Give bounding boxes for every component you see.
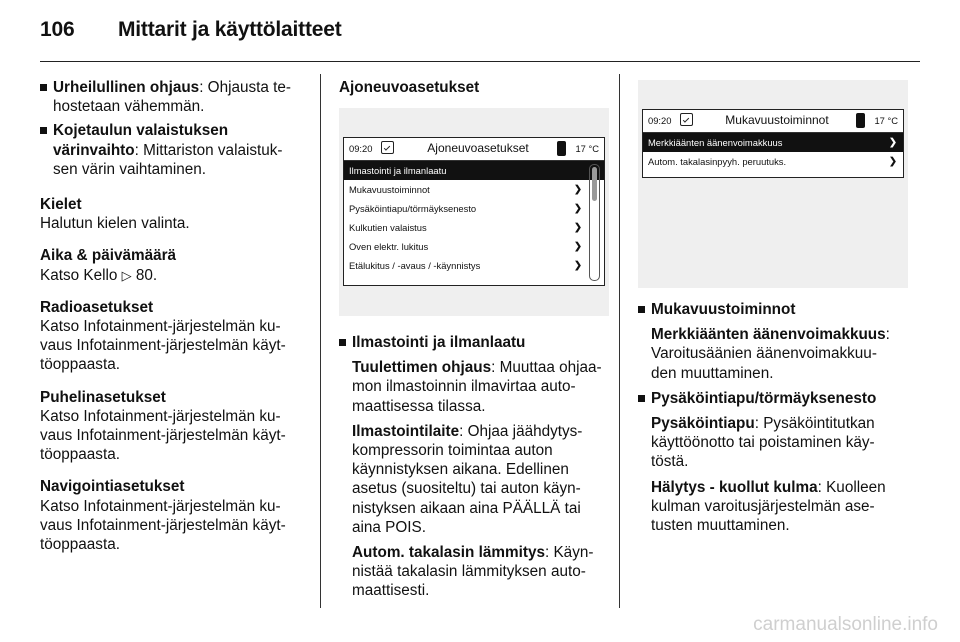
display-scrollbar[interactable] — [589, 164, 600, 281]
header-rule — [40, 61, 920, 62]
chevron-right-icon: ❯ — [889, 137, 897, 148]
section-text: Katso Infotainment-järjestelmän ku- vaus Infotainment-järjestelmän käyt- töoppaasta. — [40, 407, 286, 464]
menu-item[interactable]: Pysäköintiapu/törmäyksenesto ❯ — [344, 199, 604, 218]
bullet-sport-steering — [40, 78, 308, 116]
sub-item: Ilmastointilaite: Ohjaa jäähdytys- kompressorin toimintaa auton käynnistyksen aikana. Edellinen asetus (suositeltu) tai auton käyn- nistyksen aikaan aina PÄÄLLÄ tai aina POIS. — [352, 422, 583, 536]
display-frame — [642, 109, 904, 178]
sub-item: Hälytys - kuollut kulma: Kuolleen kulman varoitusjärjestelmän ase- tusten muuttaminen. — [651, 478, 886, 535]
display-time: 09:20 — [648, 115, 672, 126]
check-icon — [680, 113, 693, 126]
bullet-term: Urheilullinen ohjaus — [53, 79, 200, 96]
scrollbar-thumb[interactable] — [592, 167, 597, 201]
display-time: 09:20 — [349, 143, 373, 154]
display-title: Mukavuustoiminnot — [725, 113, 829, 127]
section-time-date — [40, 246, 308, 284]
display-header — [344, 138, 604, 161]
column-divider-2 — [619, 74, 620, 608]
section-title: Navigointiasetukset — [40, 478, 185, 496]
bullet-comfort — [638, 300, 908, 319]
column-3-text — [638, 300, 908, 535]
section-title: Aika & päivämäärä — [40, 247, 177, 265]
menu-item[interactable]: Etälukitus / -avaus / -käynnistys ❯ — [344, 256, 604, 275]
screen-vehicle-settings — [339, 108, 609, 316]
column-2-text — [339, 333, 609, 601]
chevron-right-icon: ❯ — [574, 203, 582, 214]
thermometer-icon — [856, 113, 865, 128]
screen-comfort-functions — [638, 80, 908, 288]
menu-item[interactable]: Autom. takalasinpyyh. peruutuks. ❯ — [643, 152, 903, 171]
check-icon — [381, 141, 394, 154]
sub-item: Pysäköintiapu: Pysäköintitutkan käyttöönotto tai poistaminen käy- töstä. — [651, 415, 875, 471]
sub-item: Autom. takalasin lämmitys: Käyn- nistää takalasin lämmityksen auto- maattisesti. — [352, 544, 594, 600]
menu-item[interactable]: Oven elektr. lukitus ❯ — [344, 237, 604, 256]
section-navigation-settings — [40, 477, 308, 554]
bullet-body — [339, 358, 609, 600]
section-radio-settings — [40, 298, 308, 375]
page-reference[interactable]: 80. — [135, 266, 158, 284]
bullet-desc: : Ohjausta te- hostetaan vähemmän. — [53, 79, 292, 116]
section-phone-settings — [40, 388, 308, 465]
sub-item: Merkkiäänten äänenvoimakkuus: Varoitusäänien äänenvoimakkuu- den muuttaminen. — [651, 326, 890, 382]
section-title-vehicle-settings: Ajoneuvoasetukset — [339, 79, 480, 96]
bullet-desc: : Mittariston valaistuk- sen värin vaihtaminen. — [53, 141, 283, 178]
menu-item[interactable]: Ilmastointi ja ilmanlaatu — [344, 161, 604, 180]
bullet-term: Kojetaulun valaistuksen värinvaihto — [53, 122, 229, 159]
bullet-title: Ilmastointi ja ilmanlaatu — [352, 334, 526, 351]
section-title: Puhelinasetukset — [40, 388, 166, 406]
page-number: 106 — [40, 18, 75, 41]
thermometer-icon — [557, 141, 566, 156]
display-frame — [343, 137, 605, 286]
chevron-right-icon: ❯ — [574, 260, 582, 271]
chevron-right-icon: ❯ — [574, 222, 582, 233]
bullet-parking-assist — [638, 389, 908, 408]
display-header — [643, 110, 903, 133]
triangle-arrow-icon: ▷ — [121, 267, 132, 283]
bullet-dash-lighting — [40, 121, 308, 179]
bullet-body — [638, 414, 908, 535]
column-1 — [40, 78, 308, 554]
display-temperature: 17 °C — [575, 143, 599, 154]
menu-item[interactable]: Kulkutien valaistus ❯ — [344, 218, 604, 237]
chevron-right-icon: ❯ — [574, 241, 582, 252]
column-2 — [339, 78, 609, 97]
bullet-title: Mukavuustoiminnot — [651, 301, 796, 318]
section-title: Kielet — [40, 196, 82, 214]
menu-item[interactable]: Merkkiäänten äänenvoimakkuus ❯ — [643, 133, 903, 152]
section-text: Katso Kello ▷ 80. — [40, 266, 158, 284]
section-title: Radioasetukset — [40, 298, 154, 316]
page-title: Mittarit ja käyttölaitteet — [118, 18, 342, 41]
chevron-right-icon: ❯ — [574, 184, 582, 195]
menu-item[interactable]: Mukavuustoiminnot ❯ — [344, 180, 604, 199]
section-languages — [40, 195, 308, 233]
display-title: Ajoneuvoasetukset — [427, 141, 529, 155]
bullet-title: Pysäköintiapu/törmäyksenesto — [651, 389, 877, 407]
page-header — [40, 18, 342, 42]
display-temperature: 17 °C — [874, 115, 898, 126]
column-divider-1 — [320, 74, 321, 608]
chevron-right-icon: ❯ — [889, 156, 897, 167]
watermark: carmanualsonline.info — [753, 614, 938, 635]
section-text: Halutun kielen valinta. — [40, 215, 190, 233]
section-text: Katso Infotainment-järjestelmän ku- vaus Infotainment-järjestelmän käyt- töoppaasta. — [40, 497, 286, 554]
bullet-body — [638, 325, 908, 383]
section-text: Katso Infotainment-järjestelmän ku- vaus Infotainment-järjestelmän käyt- töoppaasta. — [40, 318, 286, 374]
bullet-climate — [339, 333, 609, 352]
sub-item: Tuulettimen ohjaus: Muuttaa ohjaa- mon ilmastoinnin ilmavirtaa auto- maattisessa tilassa. — [352, 359, 602, 415]
